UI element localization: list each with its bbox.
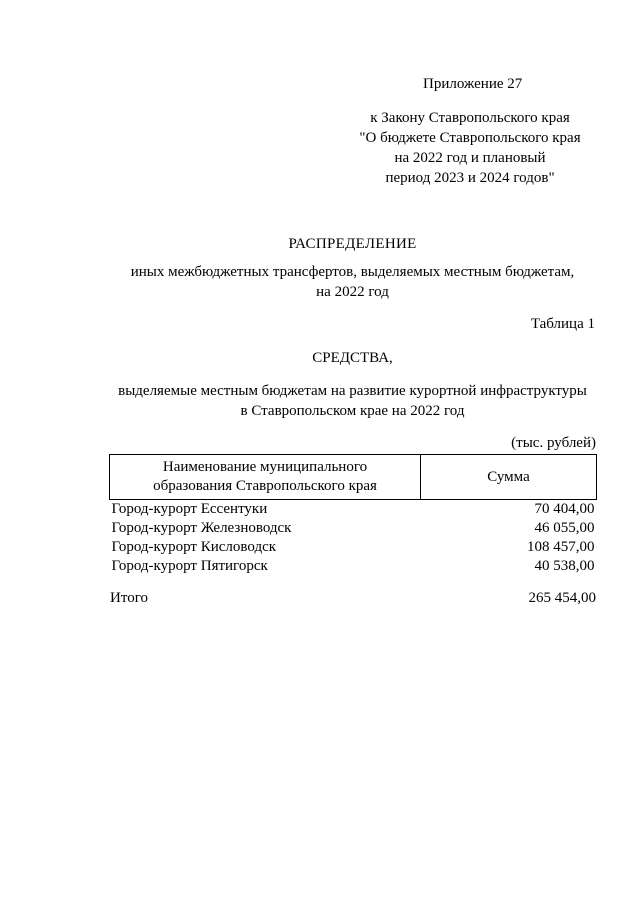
section-subtitle: [0, 381, 640, 421]
header-municipality: [110, 455, 421, 500]
row-amount: 108 457,00: [527, 539, 595, 555]
section-title: СРЕДСТВА,: [312, 350, 393, 366]
row-municipality: Город-курорт Пятигорск: [111, 558, 268, 574]
row-amount: 46 055,00: [534, 520, 595, 536]
law-reference-line: период 2023 и 2024 годов": [385, 170, 555, 186]
row-municipality: Город-курорт Кисловодск: [111, 539, 277, 555]
table-row: [110, 538, 597, 557]
header-municipality-line: образования Ставропольского края: [153, 478, 377, 494]
law-reference-line: на 2022 год и плановый: [394, 150, 546, 166]
table-row: [110, 557, 597, 576]
law-reference-line: к Закону Ставропольского края: [370, 110, 570, 126]
header-municipality-line: Наименование муниципального: [162, 459, 368, 475]
total-label: Итого: [110, 590, 148, 606]
table-header-row: [110, 455, 597, 500]
law-reference: [330, 108, 610, 188]
document-subheading: [0, 262, 640, 302]
total-amount: 265 454,00: [528, 590, 596, 606]
header-amount: Сумма: [421, 455, 597, 500]
units-label: (тыс. рублей): [511, 435, 596, 451]
document-heading: РАСПРЕДЕЛЕНИЕ: [288, 236, 417, 252]
allocation-table: [109, 454, 597, 576]
row-amount: 40 538,00: [534, 558, 595, 574]
row-municipality: Город-курорт Железноводск: [111, 520, 292, 536]
section-subtitle-line: в Ставропольском крае на 2022 год: [240, 403, 465, 419]
row-amount: 70 404,00: [534, 501, 595, 517]
table-row: [110, 500, 597, 520]
appendix-title: Приложение 27: [423, 76, 523, 92]
table-row: [110, 519, 597, 538]
subheading-line: на 2022 год: [316, 284, 389, 300]
table-number: Таблица 1: [530, 316, 595, 332]
law-reference-line: "О бюджете Ставропольского края: [359, 130, 581, 146]
subheading-line: иных межбюджетных трансфертов, выделяемых местным бюджетам,: [130, 264, 575, 280]
row-municipality: Город-курорт Ессентуки: [111, 501, 268, 517]
section-subtitle-line: выделяемые местным бюджетам на развитие курортной инфраструктуры: [118, 383, 587, 399]
